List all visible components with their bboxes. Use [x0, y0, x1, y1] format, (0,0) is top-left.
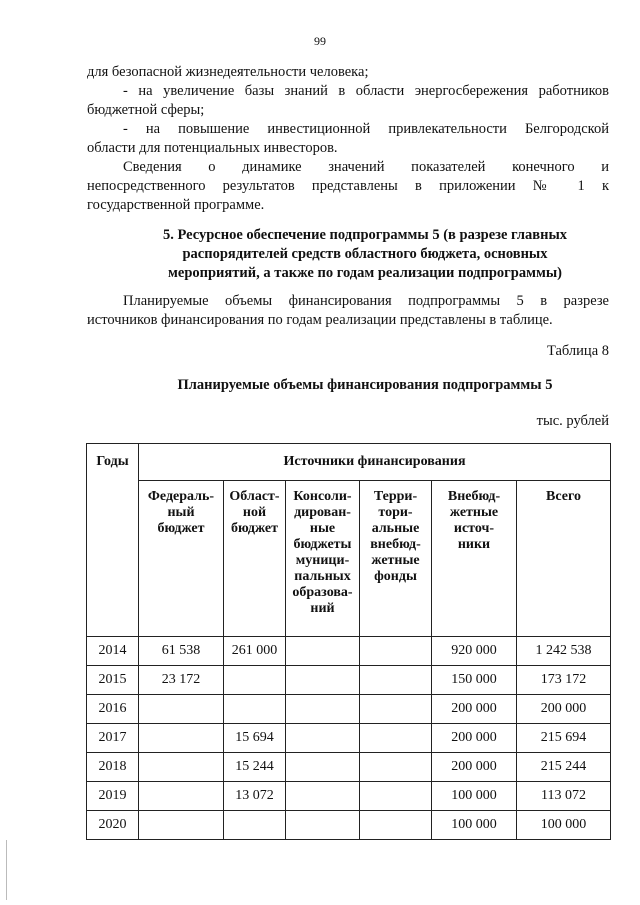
cell-regional: [224, 666, 286, 695]
header-territorial-funds: Терри- тори- альные внебюд- жетные фонды: [360, 481, 432, 637]
cell-federal: [139, 782, 224, 811]
cell-regional: 261 000: [224, 637, 286, 666]
cell-total: 173 172: [517, 666, 611, 695]
intro-line-6: Сведения о динамике значений показателей конечного и: [123, 159, 609, 175]
header-extrabudgetary-sources: Внебюд- жетные источ- ники: [432, 481, 517, 637]
cell-extrabudgetary: 200 000: [432, 695, 517, 724]
page-number: 99: [314, 34, 326, 48]
table-header-row: [87, 444, 611, 481]
section-heading-line-3: мероприятий, а также по годам реализации подпрограммы): [168, 265, 562, 281]
cell-federal: [139, 753, 224, 782]
cell-federal: [139, 724, 224, 753]
cell-year: 2020: [87, 811, 139, 840]
header-federal-budget: Федераль- ный бюджет: [139, 481, 224, 637]
planned-paragraph-line-2: источников финансирования по годам реализации представлены в таблице.: [87, 312, 553, 328]
cell-regional: [224, 811, 286, 840]
cell-municipal: [286, 753, 360, 782]
cell-year: 2018: [87, 753, 139, 782]
cell-total: 200 000: [517, 695, 611, 724]
table-label: Таблица 8: [546, 343, 609, 359]
cell-extrabudgetary: 200 000: [432, 753, 517, 782]
intro-line-1: для безопасной жизнедеятельности человека;: [87, 64, 369, 80]
cell-extrabudgetary: 100 000: [432, 782, 517, 811]
cell-municipal: [286, 811, 360, 840]
table-row: [87, 724, 611, 753]
cell-extrabudgetary: 200 000: [432, 724, 517, 753]
cell-territorial: [360, 666, 432, 695]
cell-municipal: [286, 782, 360, 811]
units-label: тыс. рублей: [536, 413, 609, 429]
cell-total: 215 244: [517, 753, 611, 782]
cell-total: 100 000: [517, 811, 611, 840]
table-row: [87, 782, 611, 811]
cell-total: 215 694: [517, 724, 611, 753]
cell-territorial: [360, 782, 432, 811]
cell-extrabudgetary: 100 000: [432, 811, 517, 840]
cell-extrabudgetary: 150 000: [432, 666, 517, 695]
cell-regional: [224, 695, 286, 724]
cell-territorial: [360, 811, 432, 840]
cell-total: 1 242 538: [517, 637, 611, 666]
cell-extrabudgetary: 920 000: [432, 637, 517, 666]
intro-line-5: области для потенциальных инвесторов.: [87, 140, 338, 156]
cell-year: 2016: [87, 695, 139, 724]
cell-municipal: [286, 666, 360, 695]
intro-line-8: государственной программе.: [87, 197, 265, 213]
intro-line-3: бюджетной сферы;: [87, 102, 205, 118]
cell-federal: [139, 811, 224, 840]
cell-federal: 23 172: [139, 666, 224, 695]
cell-year: 2015: [87, 666, 139, 695]
cell-regional: 15 244: [224, 753, 286, 782]
cell-year: 2014: [87, 637, 139, 666]
cell-municipal: [286, 695, 360, 724]
section-heading-line-1: 5. Ресурсное обеспечение подпрограммы 5 (в разрезе главных: [162, 227, 568, 243]
table-subheader-row: [87, 481, 611, 637]
cell-regional: 13 072: [224, 782, 286, 811]
financing-table: [86, 443, 611, 840]
table-row: [87, 637, 611, 666]
table-title: Планируемые объемы финансирования подпрограммы 5: [177, 377, 553, 393]
cell-year: 2017: [87, 724, 139, 753]
cell-territorial: [360, 753, 432, 782]
header-total: Всего: [517, 481, 611, 637]
table-row: [87, 811, 611, 840]
cell-federal: 61 538: [139, 637, 224, 666]
header-municipal-budgets: Консоли- дирован- ные бюджеты муници- пальных образова- ний: [286, 481, 360, 637]
table-row: [87, 666, 611, 695]
cell-territorial: [360, 637, 432, 666]
cell-municipal: [286, 724, 360, 753]
header-years: Годы: [87, 444, 139, 637]
cell-municipal: [286, 637, 360, 666]
cell-territorial: [360, 724, 432, 753]
planned-paragraph-line-1: Планируемые объемы финансирования подпрограммы 5 в разрезе: [123, 293, 609, 309]
header-regional-budget: Област- ной бюджет: [224, 481, 286, 637]
cell-regional: 15 694: [224, 724, 286, 753]
header-sources: Источники финансирования: [139, 444, 611, 481]
cell-federal: [139, 695, 224, 724]
intro-line-2: - на увеличение базы знаний в области энергосбережения работников: [123, 83, 609, 99]
cell-year: 2019: [87, 782, 139, 811]
intro-line-4: - на повышение инвестиционной привлекательности Белгородской: [123, 121, 609, 137]
cell-total: 113 072: [517, 782, 611, 811]
section-heading-line-2: распорядителей средств областного бюджета, основных: [182, 246, 548, 262]
table-row: [87, 753, 611, 782]
table-row: [87, 695, 611, 724]
scan-edge-mark: [6, 840, 7, 900]
intro-line-7: непосредственного результатов представлены в приложении № 1 к: [87, 178, 609, 194]
cell-territorial: [360, 695, 432, 724]
